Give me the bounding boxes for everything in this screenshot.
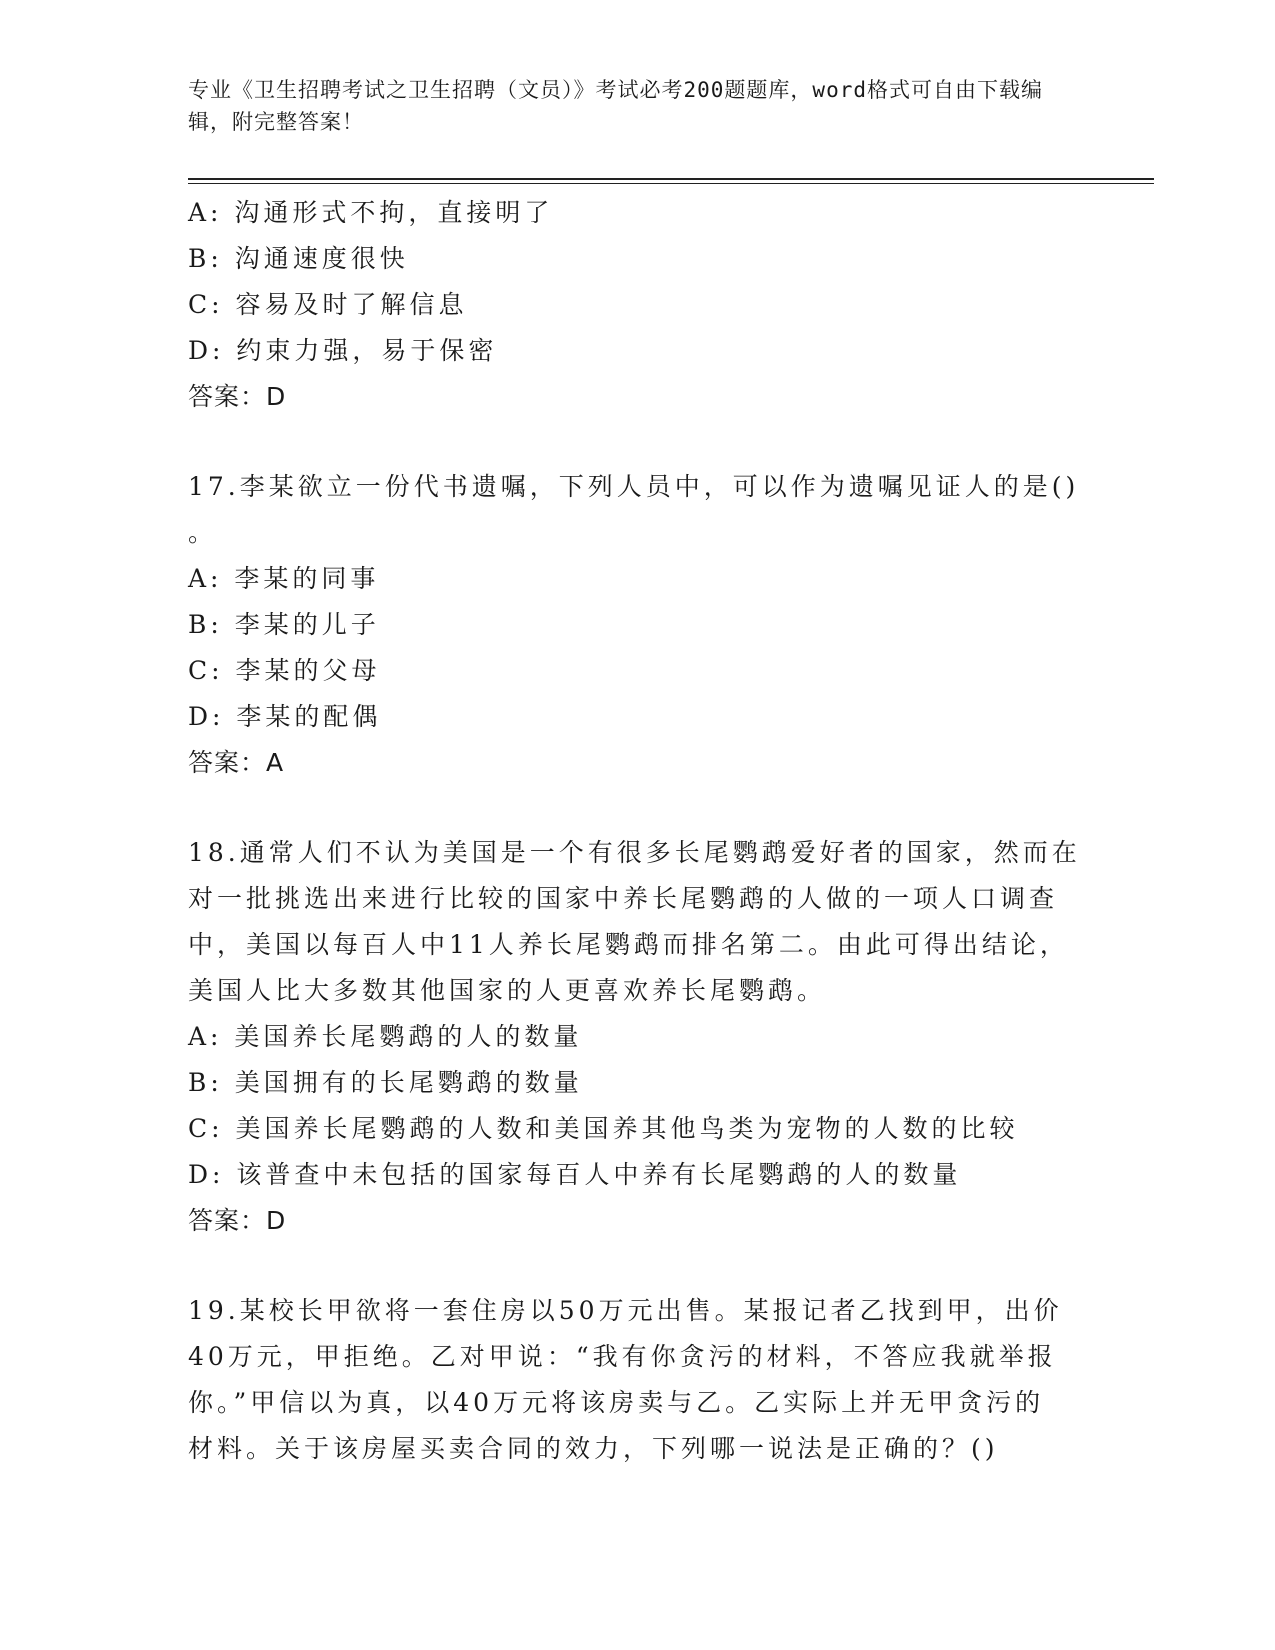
option-c: C: 美国养长尾鹦鹉的人数和美国养其他鸟类为宠物的人数的比较 [188,1114,1019,1143]
option-a: A: 李某的同事 [188,564,380,593]
option-d: D: 约束力强，易于保密 [188,336,498,365]
question-stem-line: 18.通常人们不认为美国是一个有很多长尾鹦鹉爱好者的国家，然而在 [188,838,1081,867]
document-header: 专业《卫生招聘考试之卫生招聘（文员）》考试必考200题题库，word格式可自由下载编辑，附完整答案！ [188,78,1043,134]
question-17 [188,464,1088,786]
option-b: B: 美国拥有的长尾鹦鹉的数量 [188,1068,583,1097]
question-stem-line: 19.某校长甲欲将一套住房以50万元出售。某报记者乙找到甲，出价 [188,1296,1063,1325]
option-a: A: 美国养长尾鹦鹉的人的数量 [188,1022,583,1051]
answer-line: 答案：D [188,1206,287,1235]
question-stem-line: 中，美国以每百人中11人养长尾鹦鹉而排名第二。由此可得出结论， [188,930,1069,959]
question-stem-line: 40万元，甲拒绝。乙对甲说：“我有你贪污的材料，不答应我就举报 [188,1342,1057,1371]
question-stem-line: 。 [188,518,218,547]
question-content [188,190,1088,1472]
question-stem-line: 你。”甲信以为真，以40万元将该房卖与乙。乙实际上并无甲贪污的 [188,1388,1045,1417]
answer-line: 答案：D [188,382,287,411]
question-stem-line: 材料。关于该房屋买卖合同的效力，下列哪一说法是正确的？() [188,1434,999,1463]
option-b: B: 沟通速度很快 [188,244,409,273]
option-c: C: 李某的父母 [188,656,381,685]
option-c: C: 容易及时了解信息 [188,290,468,319]
option-d: D: 李某的配偶 [188,702,382,731]
question-16 [188,190,1088,420]
option-d: D: 该普查中未包括的国家每百人中养有长尾鹦鹉的人的数量 [188,1160,962,1189]
question-stem-line: 17.李某欲立一份代书遗嘱，下列人员中，可以作为遗嘱见证人的是() [188,472,1080,501]
header-rule-thick [188,178,1154,180]
question-18 [188,830,1088,1244]
question-stem-line: 对一批挑选出来进行比较的国家中养长尾鹦鹉的人做的一项人口调查 [188,884,1059,913]
option-b: B: 李某的儿子 [188,610,380,639]
question-stem-line: 美国人比大多数其他国家的人更喜欢养长尾鹦鹉。 [188,976,827,1005]
option-a: A: 沟通形式不拘，直接明了 [188,198,554,227]
answer-line: 答案：A [188,748,285,777]
question-19 [188,1288,1088,1472]
header-rule-thin [188,183,1154,184]
